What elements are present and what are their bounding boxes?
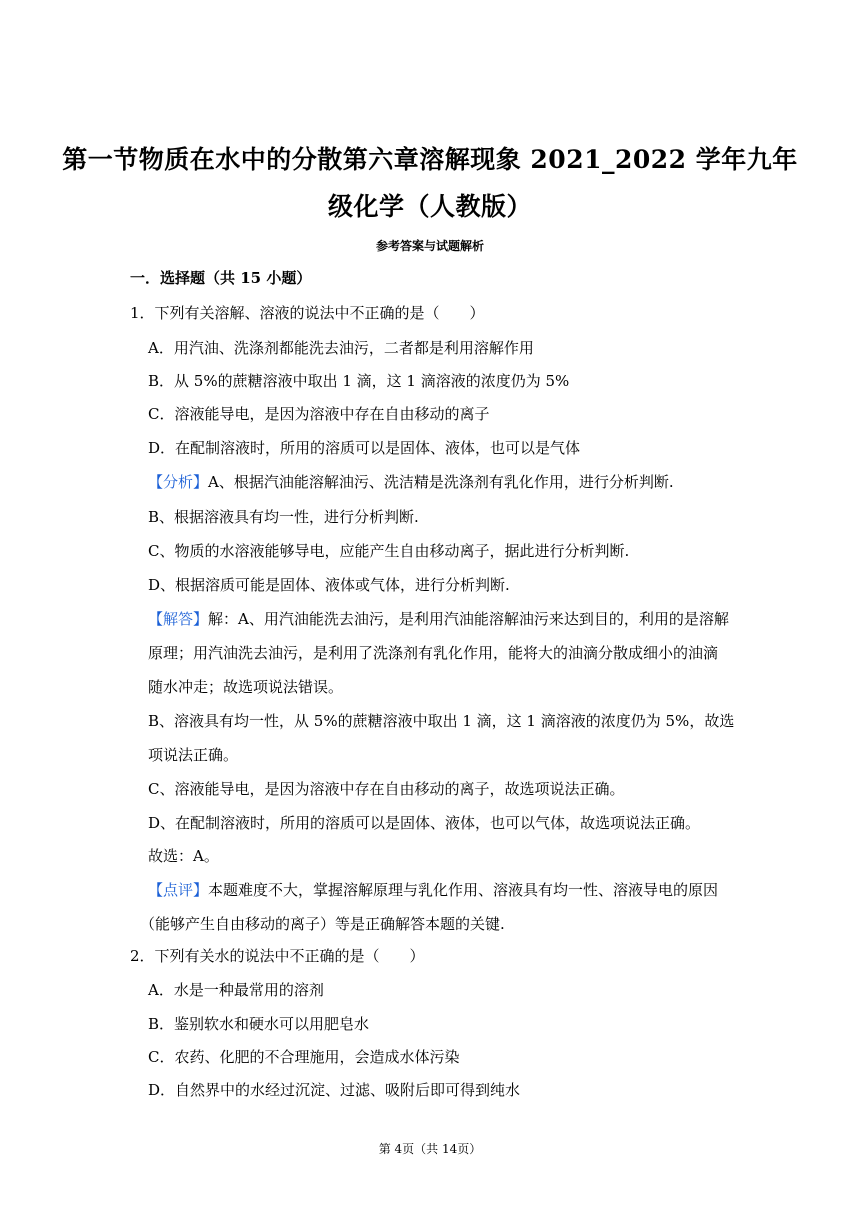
answer-b-line-2: 项说法正确。	[148, 746, 239, 764]
analysis-paragraph	[148, 472, 674, 492]
page-number-footer: 第 4页（共 14页）	[378, 1142, 482, 1156]
analysis-tag: 【分析】	[148, 473, 209, 491]
answer-a-line-3: 随水冲走；故选项说法错误。	[148, 678, 344, 696]
comment-tag: 【点评】	[148, 881, 209, 899]
answer-d: D、在配制溶液时，所用的溶质可以是固体、液体，也可以气体，故选项说法正确。	[148, 814, 701, 832]
document-title-line-2: 级化学（人教版）	[327, 192, 532, 221]
answer-choice: 故选：A。	[148, 847, 219, 865]
question-1-option-b: B．从 5%的蔗糖溶液中取出 1 滴，这 1 滴溶液的浓度仍为 5%	[148, 372, 570, 390]
answer-tag: 【解答】	[148, 610, 209, 628]
question-2-option-c: C．农药、化肥的不合理施用，会造成水体污染	[148, 1048, 460, 1066]
comment-paragraph	[148, 880, 718, 900]
question-2-stem: 2．下列有关水的说法中不正确的是（ ）	[130, 947, 425, 965]
analysis-d: D、根据溶质可能是固体、液体或气体，进行分析判断.	[148, 576, 510, 594]
question-1-option-c: C．溶液能导电，是因为溶液中存在自由移动的离子	[148, 405, 490, 423]
question-2-option-a: A．水是一种最常用的溶剂	[148, 981, 324, 999]
answer-c: C、溶液能导电，是因为溶液中存在自由移动的离子，故选项说法正确。	[148, 780, 625, 798]
section-heading: 一．选择题（共 15 小题）	[130, 269, 312, 287]
document-subtitle: 参考答案与试题解析	[375, 239, 484, 253]
answer-a-line-1: 解：A、用汽油能洗去油污，是利用汽油能溶解油污来达到目的，利用的是溶解	[208, 610, 729, 628]
answer-b-line-1: B、溶液具有均一性，从 5%的蔗糖溶液中取出 1 滴，这 1 滴溶液的浓度仍为 5%，故选	[148, 712, 735, 730]
analysis-a: A、根据汽油能溶解油污、洗洁精是洗涤剂有乳化作用，进行分析判断.	[208, 473, 674, 491]
document-title-line-1: 第一节物质在水中的分散第六章溶解现象 2021_2022 学年九年	[62, 145, 798, 174]
question-1-stem: 1．下列有关溶解、溶液的说法中不正确的是（ ）	[130, 304, 485, 322]
analysis-c: C、物质的水溶液能够导电，应能产生自由移动离子，据此进行分析判断.	[148, 542, 630, 560]
answer-a-line-2: 原理；用汽油洗去油污，是利用了洗涤剂有乳化作用，能将大的油滴分散成细小的油滴	[148, 644, 719, 662]
question-1-option-a: A．用汽油、洗涤剂都能洗去油污，二者都是利用溶解作用	[148, 339, 534, 357]
comment-line-2: （能够产生自由移动的离子）等是正确解答本题的关键.	[140, 915, 505, 933]
question-2-option-b: B．鉴别软水和硬水可以用肥皂水	[148, 1015, 370, 1033]
question-2-option-d: D．自然界中的水经过沉淀、过滤、吸附后即可得到纯水	[148, 1081, 521, 1099]
comment-line-1: 本题难度不大，掌握溶解原理与乳化作用、溶液具有均一性、溶液导电的原因	[208, 881, 719, 899]
answer-paragraph	[148, 609, 729, 629]
analysis-b: B、根据溶液具有均一性，进行分析判断.	[148, 508, 419, 526]
question-1-option-d: D．在配制溶液时，所用的溶质可以是固体、液体，也可以是气体	[148, 439, 581, 457]
